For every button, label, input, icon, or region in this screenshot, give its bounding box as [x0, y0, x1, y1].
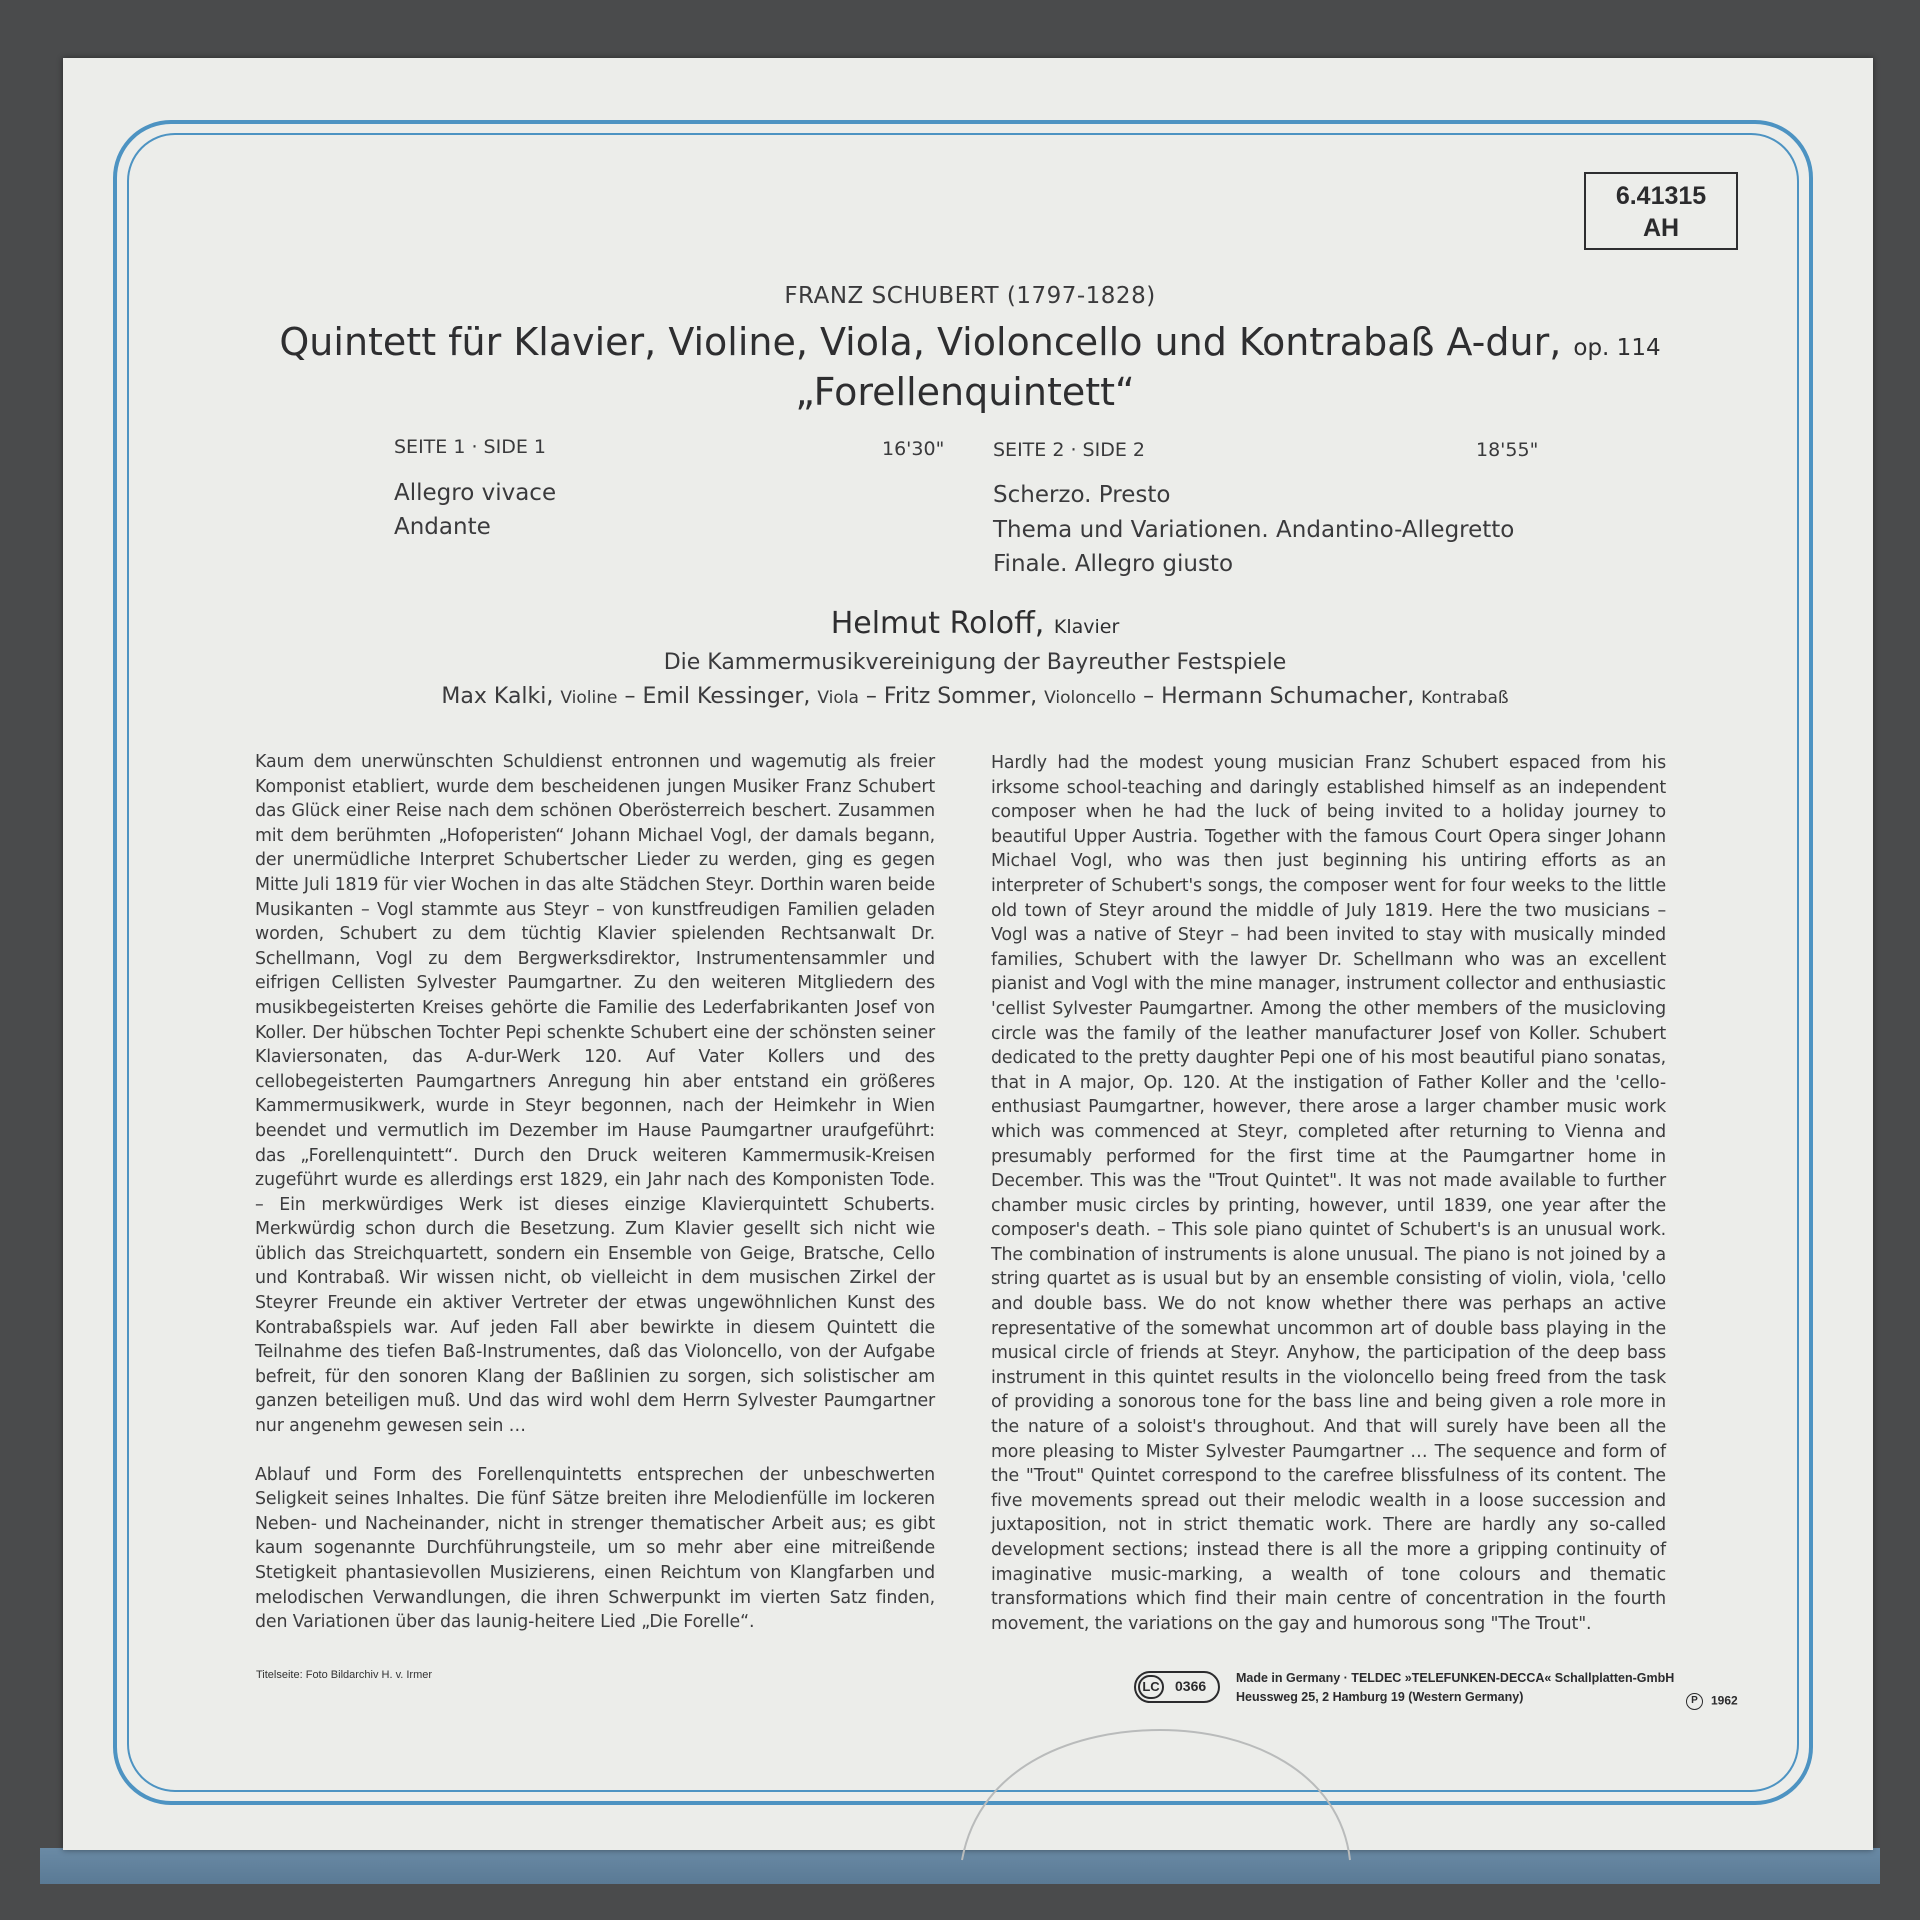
catalog-suffix: AH — [1642, 214, 1680, 242]
side2-heading: SEITE 2 · SIDE 2 — [993, 439, 1145, 461]
label-code-badge — [1134, 1671, 1220, 1703]
pianist-name: Helmut Roloff, — [830, 606, 1045, 641]
musician-name: Fritz Sommer, — [883, 684, 1038, 709]
side1-movement-1: Allegro vivace — [394, 480, 557, 506]
work-title — [0, 320, 1920, 364]
copyright-year: 1962 — [1711, 1693, 1738, 1708]
ensemble-name: Die Kammermusikvereinigung der Bayreuther Festspiele — [663, 650, 1287, 675]
musician-instrument: Viola — [817, 688, 859, 708]
musician-instrument: Kontrabaß — [1421, 688, 1509, 708]
musician-name: Hermann Schumacher, — [1161, 684, 1415, 709]
english-paragraph-1: Hardly had the modest young musician Franz Schubert espaced from his irksome school-teaching and daringly established himself as an independent composer when he had the luck of being invited to a holiday journey to beautiful Upper Austria. Together with the famous Court Opera singer Johann Michael Vogl, who was then just beginning his untiring efforts as an interpreter of Schubert's songs, the composer went for four weeks to the little old town of Steyr around the middle of July 1819. Here the two musicians – Vogl was a native of Steyr – had been invited to stay with musically minded families, Schubert with the lawyer Dr. Schellmann who was an excellent pianist and Vogl with the mine manager, instrument collector and enthusiastic 'cellist Sylvester Paumgartner. Among the other members of the musicloving circle was the family of the leather manufacturer Josef von Koller. Schubert dedicated to the pretty daughter Pepi one of his most beautiful piano sonatas, that in A major, Op. 120. At the instigation of Father Koller and the 'cello-enthusiast Paumgartner, however, there arose a larger chamber music work which was commenced at Steyr, completed after returning to Vienna and presumably performed for the first time at the Paumgartner home in December. This was the "Trout Quintet". It was not made available to further chamber music circles by printing, however, until 1839, one year after the composer's death. – This sole piano quintet of Schubert's is an unusual work. The combination of instruments is alone unusual. The piano is not joined by a string quartet as is usual but by an ensemble consisting of violin, viola, 'cello and double bass. We do not know whether there was perhaps an active representative of the somewhat uncommon art of double bass playing in the musical circle of friends at Steyr. Anyhow, the participation of the deep bass instrument in this quintet results in the violoncello being freed from the task of providing a sonorous tone for the bass line and being given a role more in the nature of a soloist's throughout. And that will surely have been all the more pleasing to Mister Sylvester Paumgartner … The sequence and form of the "Trout" Quintet correspond to the carefree blissfulness of its content. The five movements spread out their melodic wealth in a loose succession and juxtaposition, not in strict thematic work. There are hardly any so-called development sections; instead there is all the more a gripping continuity of imaginative music-marking, a wealth of tone colours and thematic transformations which find their main centre of concentration in the fourth movement, the variations on the gay and humorous song "The Trout". — [991, 753, 1666, 1634]
german-paragraph-2: Ablauf und Form des Forellenquintetts entsprechen der unbeschwerten Seligkeit seines Inhaltes. Die fünf Sätze breiten ihre Melodienfülle im lockeren Neben- und Nacheinander, nicht in strenger thematischer Arbeit aus; es gibt kaum sogenannte Durchführungsteile, um so mehr aber eine mitreißende Stetigkeit phantasievollen Musizierens, einen Reichtum von Klangfarben und melodischen Verwandlungen, die ihren Schwerpunkt im vierten Satz finden, den Variationen über das launig-heitere Lied „Die Forelle“. — [255, 1464, 935, 1633]
photo-credit: Titelseite: Foto Bildarchiv H. v. Irmer — [256, 1669, 433, 1681]
musicians-line — [0, 684, 1920, 709]
phonogram-copyright — [1686, 1693, 1738, 1710]
liner-notes-english — [991, 751, 1666, 1636]
separator: – — [617, 684, 643, 709]
side2-movement-2: Thema und Variationen. Andantino-Allegretto — [993, 517, 1515, 543]
lc-logo: LC — [1138, 1675, 1164, 1699]
separator: – — [858, 684, 884, 709]
work-title-main: Quintett für Klavier, Violine, Viola, Violoncello und Kontrabaß A-dur, — [279, 320, 1562, 364]
record-wear-ring — [960, 1722, 1360, 1862]
musician-name: Emil Kessinger, — [642, 684, 811, 709]
musician-name: Max Kalki, — [441, 684, 554, 709]
separator: – — [1136, 684, 1162, 709]
side2-movement-3: Finale. Allegro giusto — [993, 551, 1234, 577]
liner-notes-german — [255, 750, 935, 1635]
side1-heading: SEITE 1 · SIDE 1 — [394, 436, 546, 458]
catalog-number-box — [1584, 172, 1738, 250]
opus-number: op. 114 — [1573, 335, 1661, 361]
musician-instrument: Violoncello — [1044, 688, 1137, 708]
label-line-1: Made in Germany · TELDEC »TELEFUNKEN-DECCA« Schallplatten-GmbH — [1236, 1671, 1675, 1685]
side2-movement-1: Scherzo. Presto — [993, 482, 1171, 508]
musician-instrument: Violine — [560, 688, 618, 708]
composer-heading: FRANZ SCHUBERT (1797-1828) — [784, 283, 1156, 309]
label-code: 0366 — [1175, 1678, 1207, 1694]
phonogram-icon: P — [1686, 1693, 1703, 1710]
catalog-number: 6.41315 — [1615, 182, 1707, 210]
record-label-info — [1236, 1669, 1674, 1707]
side1-movement-2: Andante — [394, 514, 491, 540]
pianist-instrument: Klavier — [1053, 616, 1120, 638]
german-paragraph-1: Kaum dem unerwünschten Schuldienst entronnen und wagemutig als freier Komponist etabliert, wurde dem bescheidenen jungen Musiker Franz Schubert das Glück einer Reise nach dem schönen Oberösterreich beschert. Zusammen mit dem berühmten „Hofoperisten“ Johann Michael Vogl, der damals begann, der unermüdliche Interpret Schubertscher Lieder zu werden, ging es gegen Mitte Juli 1819 für vier Wochen in das alte Städchen Steyr. Dorthin waren beide Musikanten – Vogl stammte aus Steyr – von kunstfreudigen Familien geladen worden, Schubert zu dem tüchtig Klavier spielenden Rechtsanwalt Dr. Schellmann, Vogl zu dem Bergwerksdirektor, Instrumentensammler und eifrigen Cellisten Sylvester Paumgartner. Zu den weiteren Mitgliedern des musikbegeisterten Kreises gehörte die Familie des Lederfabrikanten Josef von Koller. Der hübschen Tochter Pepi schenkte Schubert eine der schönsten seiner Klaviersonaten, das A-dur-Werk 120. Auf Vater Kollers und des cellobegeisterten Paumgartners Anregung hin aber entstand ein größeres Kammermusikwerk, wurde in Steyr begonnen, nach der Heimkehr in Wien beendet und vermutlich im Dezember im Hause Paumgartner uraufgeführt: das „Forellenquintett“. Durch den Druck weiteren Kammermusik-Kreisen zugeführt wurde es allerdings erst 1829, ein Jahr nach des Komponisten Tode. – Ein merkwürdiges Werk ist dieses einzige Klavierquintett Schuberts. Merkwürdig schon durch die Besetzung. Zum Klavier gesellt sich nicht wie üblich das Streichquartett, sondern ein Ensemble von Geige, Bratsche, Cello und Kontrabaß. Wir wissen nicht, ob vielleicht in dem musischen Zirkel der Steyrer Freunde ein aktiver Vertreter der etwas ungewöhnlichen Kunst des Kontrabaßspiels war. Auf jeden Fall aber bewirkte in diesem Quintett die Teilnahme des tiefen Baß-Instrumentes, daß das Violoncello, von der Aufgabe befreit, für den sonoren Klang der Baßlinien zu sorgen, sich solistischer am ganzen beteiligen muß. Und das wird wohl dem Herrn Sylvester Paumgartner nur angenehm gewesen sein … — [255, 752, 935, 1437]
work-nickname: „Forellenquintett“ — [795, 370, 1135, 414]
side2-duration: 18'55" — [1476, 439, 1539, 461]
side1-duration: 16'30" — [882, 438, 945, 460]
label-line-2: Heussweg 25, 2 Hamburg 19 (Western Germany) — [1236, 1690, 1524, 1704]
pianist-credit — [0, 606, 1920, 641]
